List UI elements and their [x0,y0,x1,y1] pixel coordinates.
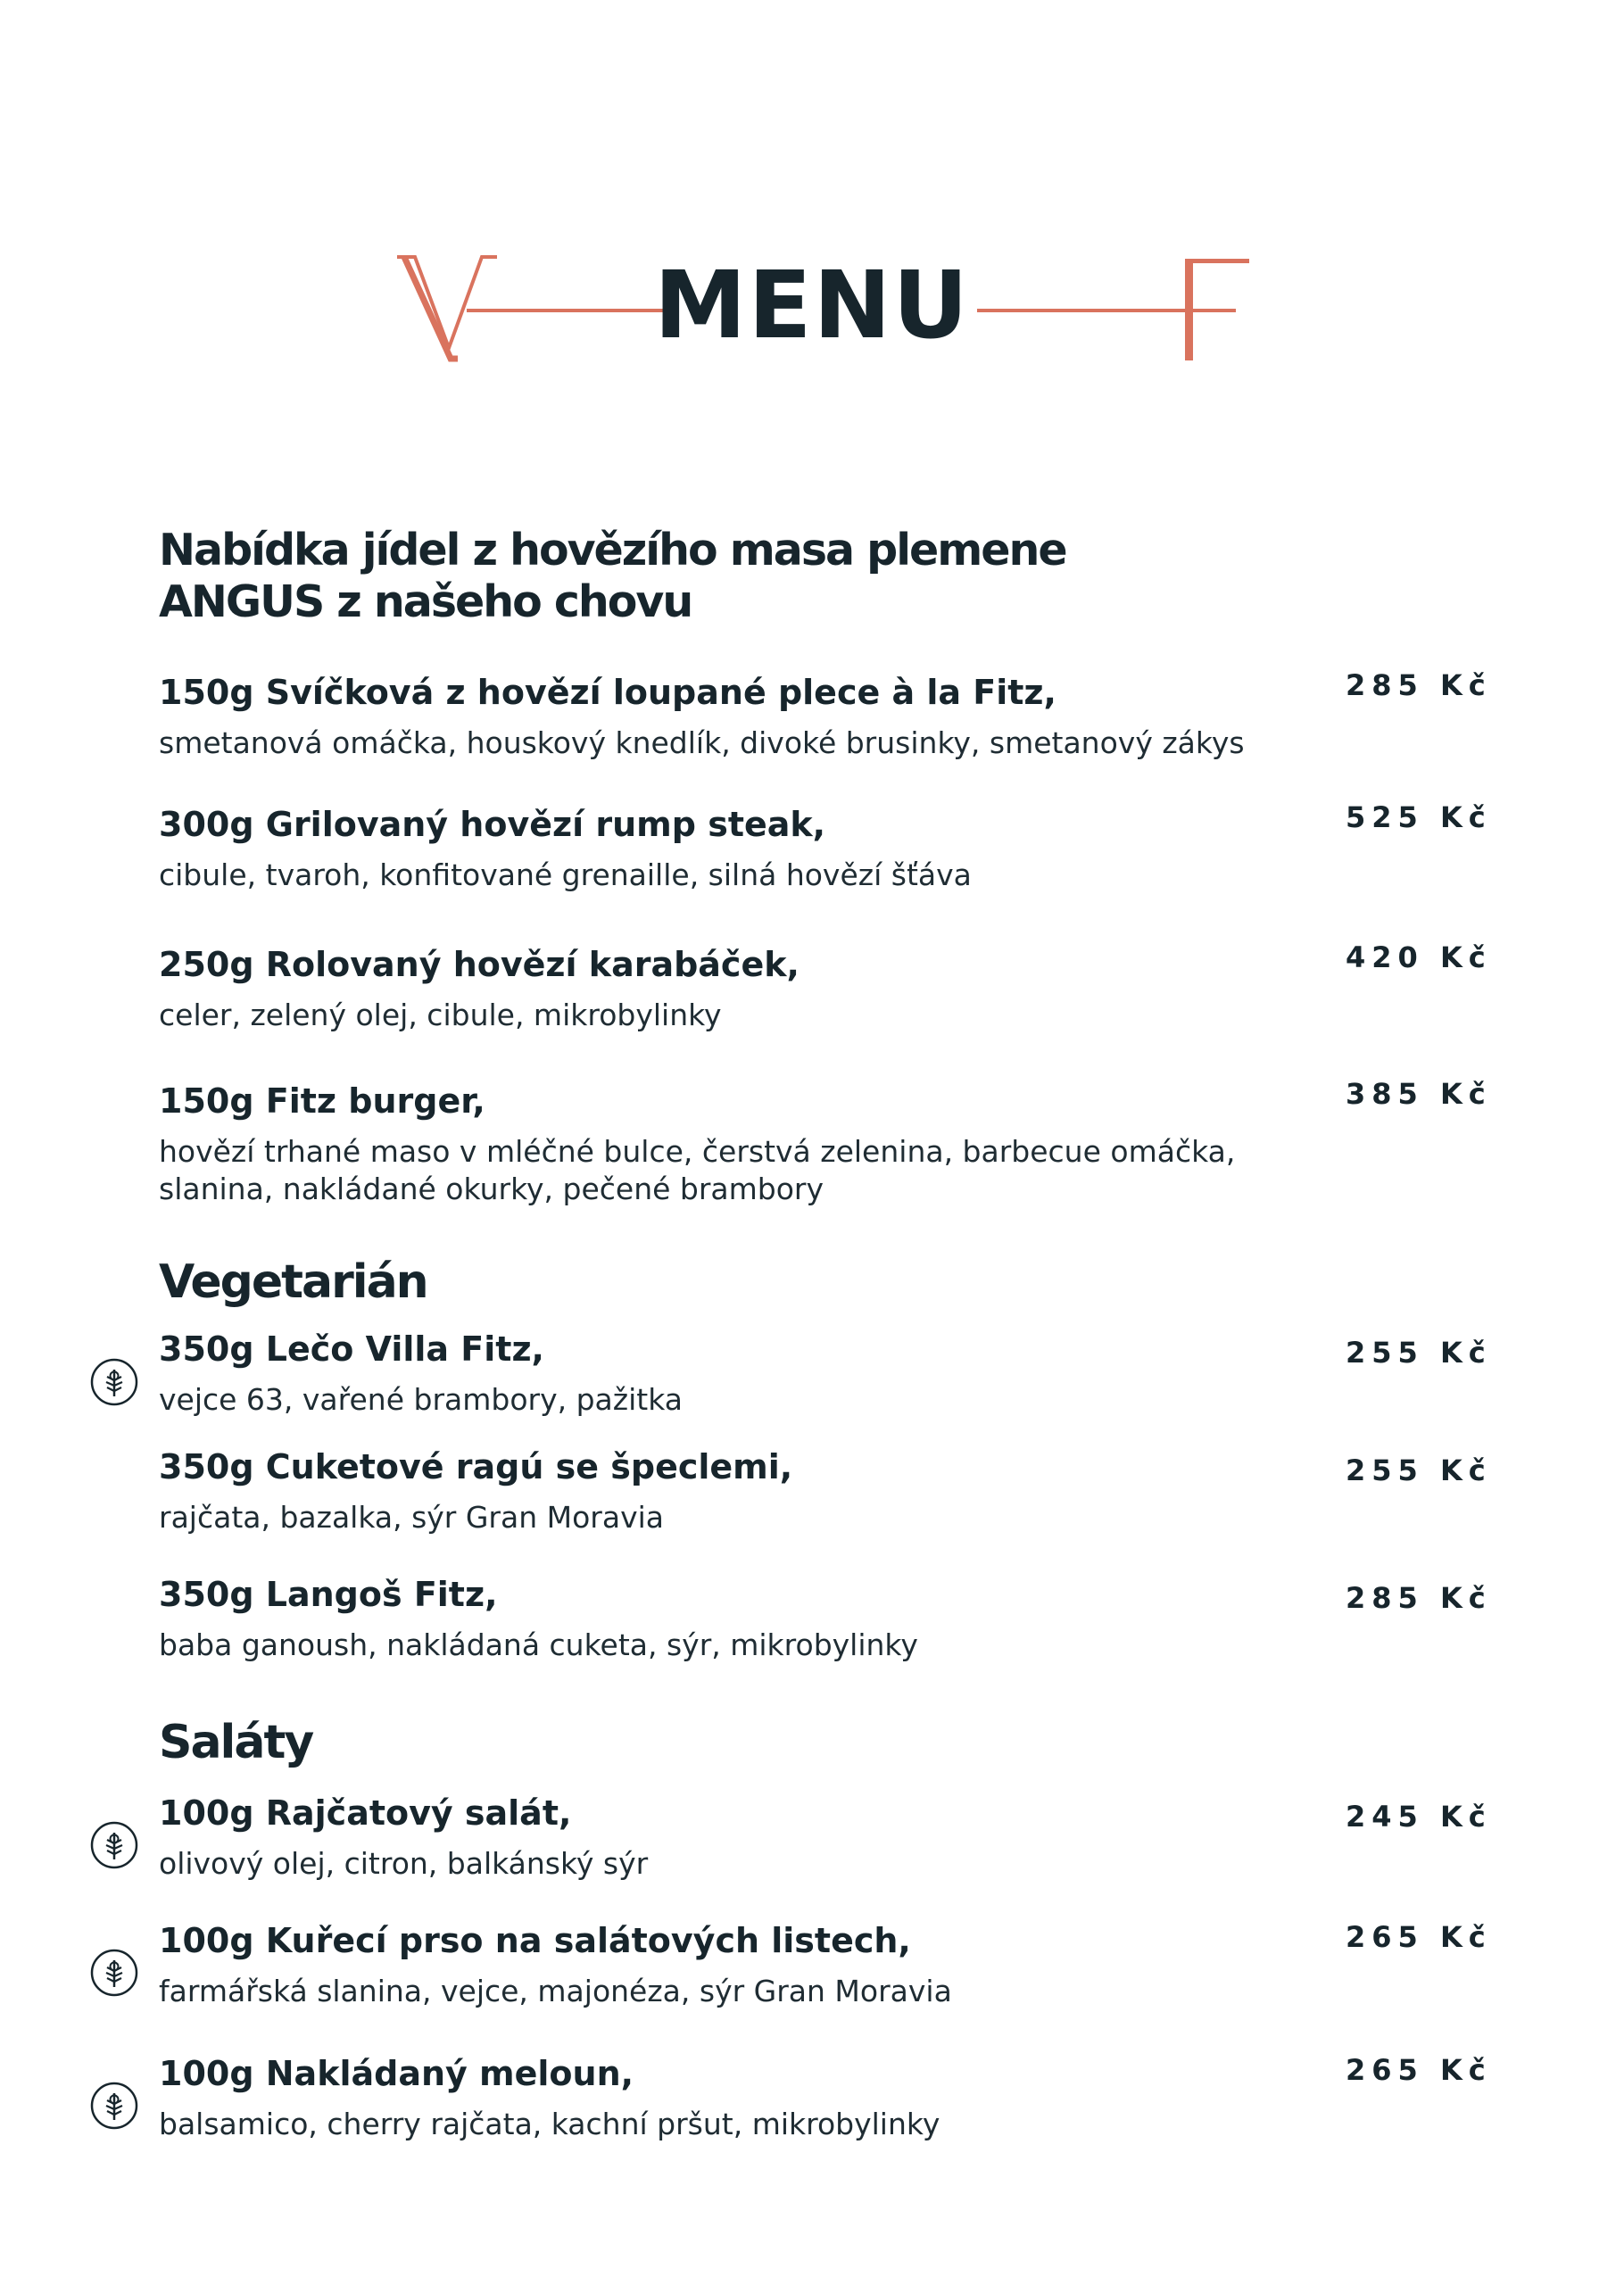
section-title-line: ANGUS z našeho chovu [159,576,692,627]
item-description-line: slanina, nakládané okurky, pečené brambory [159,1172,824,1206]
item-description: rajčata, bazalka, sýr Gran Moravia [159,1500,664,1535]
item-price: 255 Kč [1346,1453,1492,1487]
item-price: 285 Kč [1346,1581,1492,1615]
wheat-icon [89,1357,139,1407]
item-name: 350g Langoš Fitz, [159,1575,498,1614]
item-description: balsamico, cherry rajčata, kachní pršut, mikrobylinky [159,2107,940,2141]
item-description: olivový olej, citron, balkánský sýr [159,1846,649,1881]
menu-item [159,1328,1497,1419]
item-price: 265 Kč [1346,2053,1492,2087]
wheat-icon [89,1820,139,1870]
menu-item [159,1573,1497,1664]
menu-item [159,1077,1497,1208]
item-name: 350g Cuketové ragú se špeclemi, [159,1447,793,1486]
item-name: 250g Rolovaný hovězí karabáček, [159,945,800,984]
item-name: 350g Lečo Villa Fitz, [159,1329,544,1369]
section-title-salads: Saláty [159,1716,313,1769]
wheat-icon [89,1948,139,1998]
menu-item [159,940,1497,1034]
item-name: 100g Kuřecí prso na salátových listech, [159,1921,911,1960]
item-name: 100g Nakládaný meloun, [159,2054,634,2093]
menu-title: MENU [653,251,971,360]
menu-item [159,1445,1497,1536]
item-description: cibule, tvaroh, konfitované grenaille, silná hovězí šťáva [159,857,972,892]
wheat-icon [89,2081,139,2131]
item-price: 385 Kč [1346,1077,1492,1111]
item-price: 255 Kč [1346,1336,1492,1370]
item-name: 150g Svíčková z hovězí loupané plece à la Fitz, [159,673,1056,712]
item-description-line: hovězí trhané maso v mléčné bulce, čerstvá zelenina, barbecue omáčka, [159,1134,1236,1169]
menu-item [159,668,1497,762]
item-description: smetanová omáčka, houskový knedlík, divoké brusinky, smetanový zákys [159,725,1245,760]
section-title-line: Nabídka jídel z hovězího masa plemene [159,525,1066,575]
item-name: 150g Fitz burger, [159,1081,485,1121]
item-price: 525 Kč [1346,800,1492,834]
item-description: baba ganoush, nakládaná cuketa, sýr, mikrobylinky [159,1627,918,1662]
item-name: 100g Rajčatový salát, [159,1793,572,1833]
item-price: 420 Kč [1346,940,1492,974]
menu-logo [0,241,1624,375]
item-name: 300g Grilovaný hovězí rump steak, [159,805,826,844]
item-price: 265 Kč [1346,1920,1492,1954]
item-description: vejce 63, vařené brambory, pažitka [159,1382,683,1417]
section-title-beef [159,525,1230,628]
item-description: farmářská slanina, vejce, majonéza, sýr Gran Moravia [159,1974,952,2008]
item-description: celer, zelený olej, cibule, mikrobylinky [159,998,722,1032]
section-title-vegetarian: Vegetarián [159,1255,427,1309]
menu-item [159,800,1497,894]
item-price: 285 Kč [1346,668,1492,702]
menu-item [159,1792,1497,1883]
item-description [159,1133,1292,1208]
menu-item [159,2052,1497,2143]
item-price: 245 Kč [1346,1800,1492,1834]
menu-item [159,1919,1497,2010]
